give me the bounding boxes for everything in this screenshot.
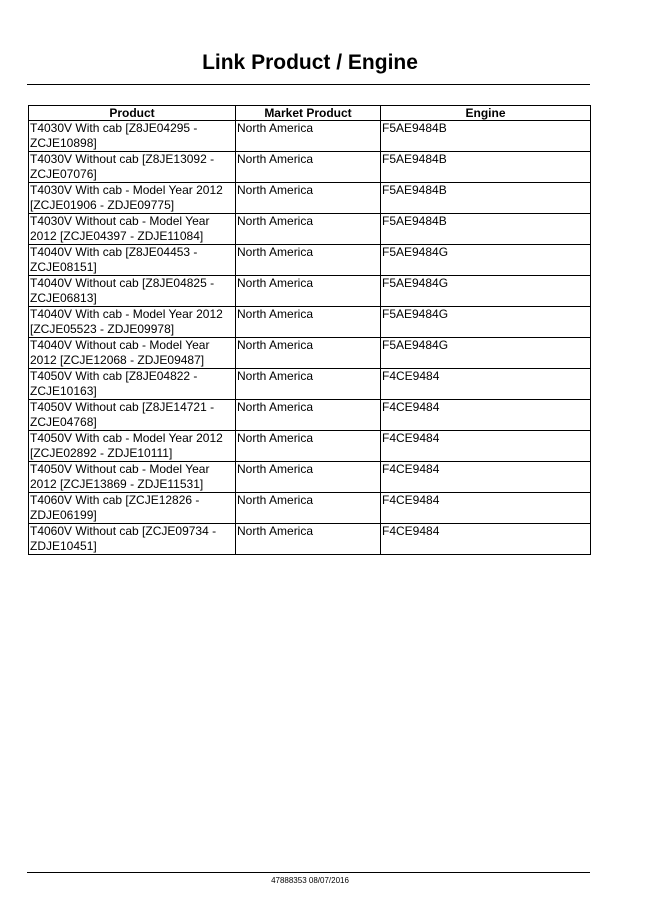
market-cell: North America (236, 524, 381, 555)
product-cell: T4040V With cab - Model Year 2012 [ZCJE05523 - ZDJE09978] (29, 307, 236, 338)
product-cell: T4040V With cab [Z8JE04453 - ZCJE08151] (29, 245, 236, 276)
table-row (29, 338, 591, 369)
table-row (29, 462, 591, 493)
engine-cell: F4CE9484 (381, 493, 591, 524)
market-cell: North America (236, 307, 381, 338)
market-cell: North America (236, 121, 381, 152)
table-row (29, 214, 591, 245)
page-title: Link Product / Engine (202, 51, 418, 74)
engine-cell: F4CE9484 (381, 400, 591, 431)
engine-cell: F4CE9484 (381, 369, 591, 400)
product-cell: T4030V Without cab - Model Year 2012 [ZCJE04397 - ZDJE11084] (29, 214, 236, 245)
market-cell: North America (236, 245, 381, 276)
market-cell: North America (236, 183, 381, 214)
table-row (29, 400, 591, 431)
engine-cell: F5AE9484B (381, 121, 591, 152)
product-cell: T4050V Without cab - Model Year 2012 [ZCJE13869 - ZDJE11531] (29, 462, 236, 493)
engine-cell: F5AE9484B (381, 183, 591, 214)
product-cell: T4040V Without cab [Z8JE04825 - ZCJE06813] (29, 276, 236, 307)
engine-cell: F5AE9484G (381, 276, 591, 307)
product-engine-table (28, 105, 591, 555)
market-cell: North America (236, 462, 381, 493)
engine-cell: F5AE9484G (381, 307, 591, 338)
product-cell: T4060V Without cab [ZCJE09734 - ZDJE10451] (29, 524, 236, 555)
product-cell: T4030V With cab [Z8JE04295 - ZCJE10898] (29, 121, 236, 152)
product-cell: T4060V With cab [ZCJE12826 - ZDJE06199] (29, 493, 236, 524)
table-row (29, 245, 591, 276)
title-divider (27, 84, 590, 85)
table-row (29, 493, 591, 524)
product-cell: T4050V With cab - Model Year 2012 [ZCJE02892 - ZDJE10111] (29, 431, 236, 462)
product-cell: T4030V Without cab [Z8JE13092 - ZCJE07076] (29, 152, 236, 183)
table-row (29, 121, 591, 152)
engine-cell: F4CE9484 (381, 462, 591, 493)
market-cell: North America (236, 493, 381, 524)
product-cell: T4040V Without cab - Model Year 2012 [ZCJE12068 - ZDJE09487] (29, 338, 236, 369)
market-cell: North America (236, 152, 381, 183)
market-cell: North America (236, 214, 381, 245)
market-cell: North America (236, 431, 381, 462)
table-row (29, 276, 591, 307)
engine-cell: F4CE9484 (381, 524, 591, 555)
table-row (29, 307, 591, 338)
table-row (29, 183, 591, 214)
column-header-product: Product (29, 106, 236, 121)
engine-cell: F5AE9484G (381, 338, 591, 369)
market-cell: North America (236, 369, 381, 400)
engine-cell: F5AE9484G (381, 245, 591, 276)
engine-cell: F5AE9484B (381, 214, 591, 245)
table-header-row (29, 106, 591, 121)
column-header-engine: Engine (381, 106, 591, 121)
market-cell: North America (236, 338, 381, 369)
table-row (29, 431, 591, 462)
engine-cell: F4CE9484 (381, 431, 591, 462)
product-cell: T4030V With cab - Model Year 2012 [ZCJE01906 - ZDJE09775] (29, 183, 236, 214)
product-cell: T4050V With cab [Z8JE04822 - ZCJE10163] (29, 369, 236, 400)
table-row (29, 369, 591, 400)
footer-divider (27, 872, 590, 873)
market-cell: North America (236, 400, 381, 431)
column-header-market-product: Market Product (236, 106, 381, 121)
table-row (29, 152, 591, 183)
table-row (29, 524, 591, 555)
product-cell: T4050V Without cab [Z8JE14721 - ZCJE04768] (29, 400, 236, 431)
engine-cell: F5AE9484B (381, 152, 591, 183)
market-cell: North America (236, 276, 381, 307)
page-footer: 47888353 08/07/2016 (271, 876, 349, 885)
